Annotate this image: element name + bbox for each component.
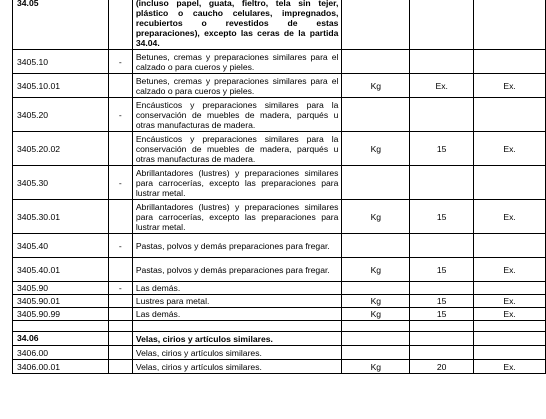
level-dash-cell: [108, 74, 132, 98]
unit-cell: [342, 0, 410, 50]
table-row: [13, 282, 546, 295]
description-cell: Betunes, cremas y preparaciones similares para el calzado o para cueros y pieles.: [132, 74, 342, 98]
exemption-cell: Ex.: [474, 308, 546, 321]
exemption-cell: [474, 0, 546, 50]
exemption-cell: [474, 321, 546, 332]
unit-cell: Kg: [342, 132, 410, 166]
tariff-code-cell: 3405.90.99: [13, 308, 109, 321]
unit-cell: Kg: [342, 258, 410, 282]
table-row: [13, 166, 546, 200]
description-cell: [132, 321, 342, 332]
duty-rate-cell: [410, 234, 474, 258]
unit-cell: Kg: [342, 295, 410, 308]
unit-cell: [342, 98, 410, 132]
unit-cell: [342, 282, 410, 295]
table-row: [13, 0, 546, 50]
tariff-table: [12, 0, 546, 374]
level-dash-cell: [108, 200, 132, 234]
tariff-code-cell: 3405.10: [13, 50, 109, 74]
duty-rate-cell: [410, 282, 474, 295]
exemption-cell: Ex.: [474, 360, 546, 374]
description-cell: Lustres para metal.: [132, 295, 342, 308]
tariff-code-cell: 3405.10.01: [13, 74, 109, 98]
description-cell: Pastas, polvos y demás preparaciones para fregar.: [132, 258, 342, 282]
level-dash-cell: -: [108, 50, 132, 74]
table-row: [13, 74, 546, 98]
unit-cell: [342, 166, 410, 200]
exemption-cell: Ex.: [474, 295, 546, 308]
table-row: [13, 258, 546, 282]
tariff-code-cell: 3405.20: [13, 98, 109, 132]
unit-cell: [342, 50, 410, 74]
unit-cell: Kg: [342, 308, 410, 321]
table-row: [13, 50, 546, 74]
table-row: [13, 295, 546, 308]
exemption-cell: Ex.: [474, 258, 546, 282]
tariff-code-cell: 34.06: [13, 332, 109, 346]
table-row: [13, 308, 546, 321]
tariff-code-cell: 3405.30.01: [13, 200, 109, 234]
tariff-code-cell: 3406.00: [13, 346, 109, 360]
exemption-cell: Ex.: [474, 74, 546, 98]
unit-cell: [342, 321, 410, 332]
level-dash-cell: -: [108, 282, 132, 295]
duty-rate-cell: [410, 0, 474, 50]
unit-cell: Kg: [342, 360, 410, 374]
level-dash-cell: [108, 132, 132, 166]
description-cell: Abrillantadores (lustres) y preparaciones similares para carrocerías, excepto las preparaciones para lustrar metal.: [132, 166, 342, 200]
duty-rate-cell: 15: [410, 295, 474, 308]
tariff-code-cell: 3405.40: [13, 234, 109, 258]
table-row: [13, 234, 546, 258]
exemption-cell: [474, 282, 546, 295]
exemption-cell: [474, 332, 546, 346]
unit-cell: [342, 346, 410, 360]
level-dash-cell: -: [108, 166, 132, 200]
unit-cell: [342, 234, 410, 258]
level-dash-cell: [108, 258, 132, 282]
duty-rate-cell: [410, 98, 474, 132]
description-cell: Velas, cirios y artículos similares.: [132, 332, 342, 346]
tariff-code-cell: [13, 321, 109, 332]
description-cell: Pastas, polvos y demás preparaciones para fregar.: [132, 234, 342, 258]
level-dash-cell: [108, 346, 132, 360]
exemption-cell: [474, 50, 546, 74]
tariff-code-cell: 34.05: [13, 0, 109, 50]
duty-rate-cell: 15: [410, 132, 474, 166]
blank-row: [13, 321, 546, 332]
unit-cell: [342, 332, 410, 346]
duty-rate-cell: Ex.: [410, 74, 474, 98]
description-cell: Encáusticos y preparaciones similares para la conservación de muebles de madera, parqués u otras manufacturas de madera.: [132, 98, 342, 132]
exemption-cell: Ex.: [474, 132, 546, 166]
duty-rate-cell: [410, 321, 474, 332]
duty-rate-cell: 20: [410, 360, 474, 374]
description-cell: Abrillantadores (lustres) y preparaciones similares para carrocerías, excepto las preparaciones para lustrar metal.: [132, 200, 342, 234]
tariff-code-cell: 3406.00.01: [13, 360, 109, 374]
description-cell: Las demás.: [132, 308, 342, 321]
table-row: [13, 360, 546, 374]
table-row: [13, 132, 546, 166]
duty-rate-cell: [410, 166, 474, 200]
exemption-cell: [474, 346, 546, 360]
level-dash-cell: -: [108, 98, 132, 132]
description-cell: Betunes, cremas y preparaciones similares para el calzado o para cueros y pieles.: [132, 50, 342, 74]
tariff-code-cell: 3405.90.01: [13, 295, 109, 308]
description-cell: Encáusticos y preparaciones similares para la conservación de muebles de madera, parqués u otras manufacturas de madera.: [132, 132, 342, 166]
exemption-cell: [474, 166, 546, 200]
level-dash-cell: [108, 321, 132, 332]
tariff-code-cell: 3405.20.02: [13, 132, 109, 166]
duty-rate-cell: 15: [410, 200, 474, 234]
description-cell: Velas, cirios y artículos similares.: [132, 360, 342, 374]
unit-cell: Kg: [342, 74, 410, 98]
duty-rate-cell: [410, 332, 474, 346]
level-dash-cell: -: [108, 234, 132, 258]
tariff-code-cell: 3405.30: [13, 166, 109, 200]
duty-rate-cell: 15: [410, 258, 474, 282]
tariff-code-cell: 3405.40.01: [13, 258, 109, 282]
duty-rate-cell: [410, 50, 474, 74]
tariff-code-cell: 3405.90: [13, 282, 109, 295]
level-dash-cell: [108, 332, 132, 346]
table-row: [13, 200, 546, 234]
unit-cell: Kg: [342, 200, 410, 234]
duty-rate-cell: 15: [410, 308, 474, 321]
table-row: [13, 346, 546, 360]
level-dash-cell: [108, 0, 132, 50]
exemption-cell: Ex.: [474, 200, 546, 234]
level-dash-cell: [108, 360, 132, 374]
level-dash-cell: [108, 308, 132, 321]
level-dash-cell: [108, 295, 132, 308]
description-cell: Las demás.: [132, 282, 342, 295]
exemption-cell: [474, 234, 546, 258]
table-row: [13, 332, 546, 346]
duty-rate-cell: [410, 346, 474, 360]
exemption-cell: [474, 98, 546, 132]
table-row: [13, 98, 546, 132]
description-cell: (incluso papel, guata, fieltro, tela sin tejer, plástico o caucho celulares, impregnados, recubiertos o revestidos de estas preparaciones), excepto las ceras de la partida 34.04.: [132, 0, 342, 50]
description-cell: Velas, cirios y artículos similares.: [132, 346, 342, 360]
